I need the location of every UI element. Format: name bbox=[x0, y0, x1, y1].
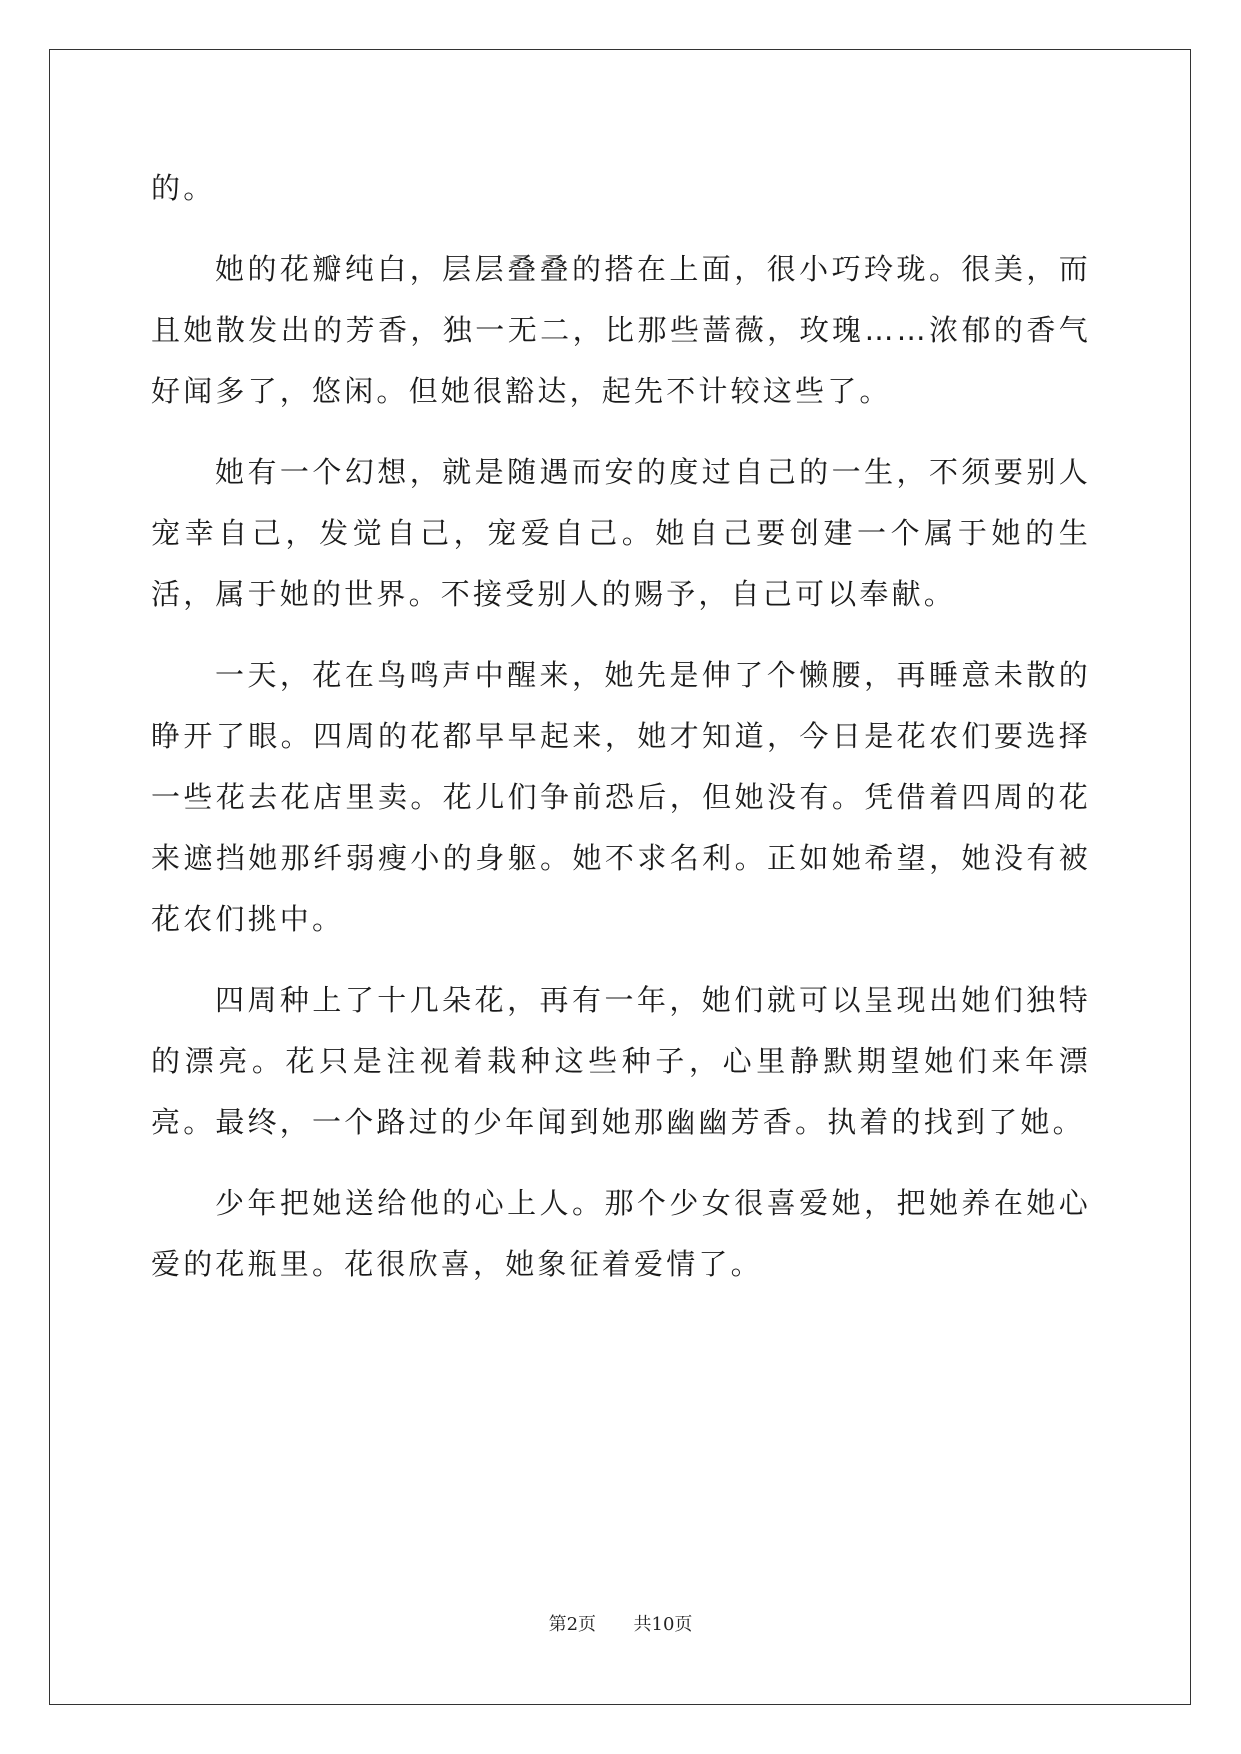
paragraph: 她有一个幻想，就是随遇而安的度过自己的一生，不须要别人宠幸自己，发觉自己，宠爱自己。她自己要创建一个属于她的生活，属于她的世界。不接受别人的赐予，自己可以奉献。 bbox=[151, 455, 1091, 611]
paragraph: 一天，花在鸟鸣声中醒来，她先是伸了个懒腰，再睡意未散的睁开了眼。四周的花都早早起来，她才知道，今日是花农们要选择一些花去花店里卖。花儿们争前恐后，但她没有。凭借着四周的花来遮挡她那纤弱瘦小的身躯。她不求名利。正如她希望，她没有被花农们挑中。 bbox=[151, 658, 1091, 936]
page-total: 共10页 bbox=[633, 1614, 693, 1635]
paragraph-continuation: 的。 bbox=[151, 171, 216, 205]
page-number: 第2页 bbox=[548, 1614, 597, 1635]
document-body bbox=[151, 158, 1091, 1295]
page-footer bbox=[0, 1610, 1241, 1636]
paragraph: 少年把她送给他的心上人。那个少女很喜爱她，把她养在她心爱的花瓶里。花很欣喜，她象征着爱情了。 bbox=[151, 1186, 1091, 1281]
paragraph: 四周种上了十几朵花，再有一年，她们就可以呈现出她们独特的漂亮。花只是注视着栽种这些种子，心里静默期望她们来年漂亮。最终，一个路过的少年闻到她那幽幽芳香。执着的找到了她。 bbox=[151, 983, 1091, 1139]
paragraph: 她的花瓣纯白，层层叠叠的搭在上面，很小巧玲珑。很美，而且她散发出的芳香，独一无二，比那些蔷薇，玫瑰……浓郁的香气好闻多了，悠闲。但她很豁达，起先不计较这些了。 bbox=[151, 252, 1091, 408]
